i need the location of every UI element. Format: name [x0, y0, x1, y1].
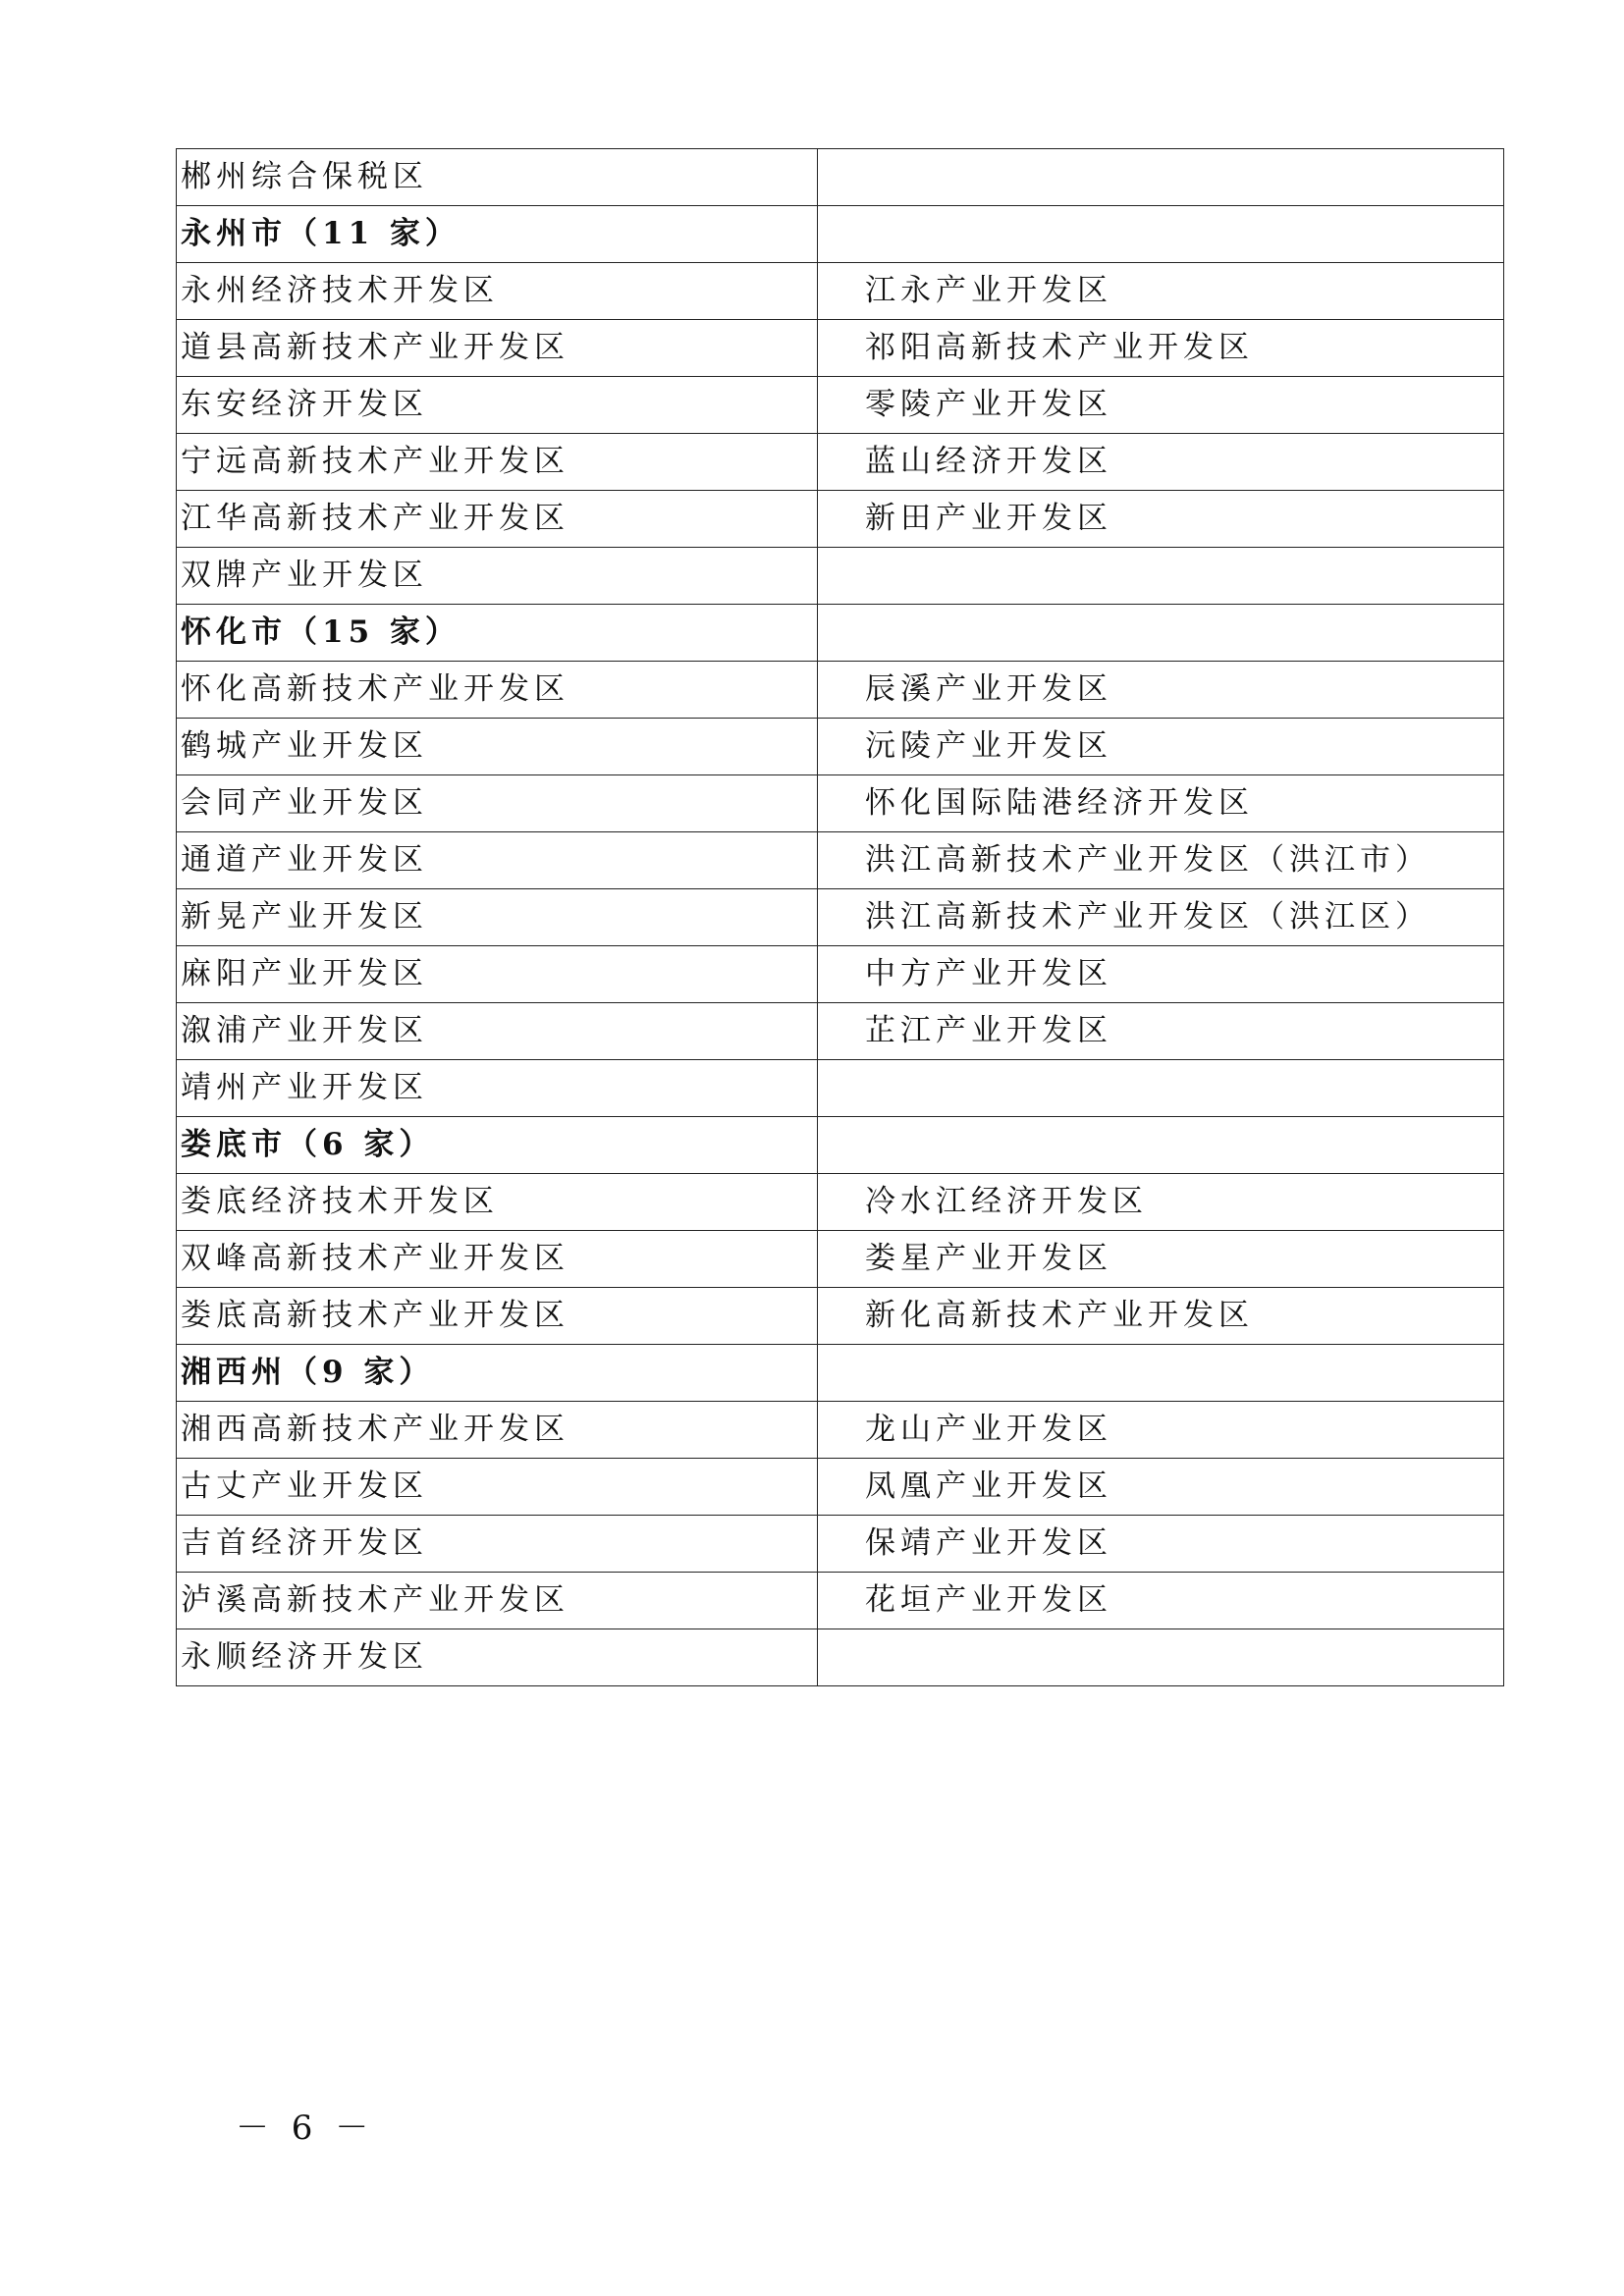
- zone-name-cell-right: 零陵产业开发区: [818, 377, 1504, 434]
- zone-name-cell-left: 古丈产业开发区: [177, 1459, 818, 1516]
- table-row: [177, 1231, 1504, 1288]
- zone-name-cell-right: 花垣产业开发区: [818, 1573, 1504, 1629]
- zone-name-cell-right: [818, 605, 1504, 662]
- zone-name-cell-left: 吉首经济开发区: [177, 1516, 818, 1573]
- table-row: [177, 263, 1504, 320]
- table-row: [177, 889, 1504, 946]
- section-title-cell: 永州市（11 家）: [177, 206, 818, 263]
- page-number: － 6 －: [236, 2109, 375, 2148]
- table-row: [177, 946, 1504, 1003]
- zone-name-cell-left: 江华高新技术产业开发区: [177, 491, 818, 548]
- zone-name-cell-right: 娄星产业开发区: [818, 1231, 1504, 1288]
- zone-name-cell-left: 新晃产业开发区: [177, 889, 818, 946]
- zone-name-cell-left: 东安经济开发区: [177, 377, 818, 434]
- zone-name-cell-left: 双牌产业开发区: [177, 548, 818, 605]
- zone-name-cell-left: 溆浦产业开发区: [177, 1003, 818, 1060]
- table-row: [177, 548, 1504, 605]
- zone-name-cell-right: 新田产业开发区: [818, 491, 1504, 548]
- zone-name-cell-left: 宁远高新技术产业开发区: [177, 434, 818, 491]
- section-title-cell: 怀化市（15 家）: [177, 605, 818, 662]
- table-row: [177, 320, 1504, 377]
- zone-name-cell-right: [818, 1060, 1504, 1117]
- zone-name-cell-left: 郴州综合保税区: [177, 149, 818, 206]
- zone-name-cell-left: 鹤城产业开发区: [177, 719, 818, 775]
- table-row: [177, 1174, 1504, 1231]
- table-row: [177, 1459, 1504, 1516]
- zone-name-cell-left: 泸溪高新技术产业开发区: [177, 1573, 818, 1629]
- table-row: [177, 1060, 1504, 1117]
- zone-name-cell-left: 麻阳产业开发区: [177, 946, 818, 1003]
- table-row: [177, 377, 1504, 434]
- zone-name-cell-left: 双峰高新技术产业开发区: [177, 1231, 818, 1288]
- section-header-row: [177, 206, 1504, 263]
- table-row: [177, 832, 1504, 889]
- table-row: [177, 434, 1504, 491]
- zone-name-cell-right: 芷江产业开发区: [818, 1003, 1504, 1060]
- zone-name-cell-right: [818, 149, 1504, 206]
- section-header-row: [177, 1117, 1504, 1174]
- zone-name-cell-right: 冷水江经济开发区: [818, 1174, 1504, 1231]
- zone-name-cell-right: 江永产业开发区: [818, 263, 1504, 320]
- table-row: [177, 1402, 1504, 1459]
- table-row: [177, 1288, 1504, 1345]
- zone-name-cell-right: [818, 548, 1504, 605]
- zone-name-cell-left: 娄底经济技术开发区: [177, 1174, 818, 1231]
- zone-name-cell-right: 沅陵产业开发区: [818, 719, 1504, 775]
- zone-name-cell-left: 怀化高新技术产业开发区: [177, 662, 818, 719]
- zone-name-cell-right: [818, 206, 1504, 263]
- zone-name-cell-left: 靖州产业开发区: [177, 1060, 818, 1117]
- section-title-cell: 湘西州（9 家）: [177, 1345, 818, 1402]
- table-row: [177, 491, 1504, 548]
- zone-name-cell-right: 洪江高新技术产业开发区（洪江市）: [818, 832, 1504, 889]
- zone-name-cell-left: 会同产业开发区: [177, 775, 818, 832]
- table-row: [177, 719, 1504, 775]
- zone-name-cell-right: 洪江高新技术产业开发区（洪江区）: [818, 889, 1504, 946]
- zone-name-cell-right: 怀化国际陆港经济开发区: [818, 775, 1504, 832]
- table-body: [177, 149, 1504, 1686]
- table-row: [177, 1516, 1504, 1573]
- zone-name-cell-right: 辰溪产业开发区: [818, 662, 1504, 719]
- zone-name-cell-right: 蓝山经济开发区: [818, 434, 1504, 491]
- section-header-row: [177, 605, 1504, 662]
- zone-name-cell-right: 保靖产业开发区: [818, 1516, 1504, 1573]
- zone-name-cell-right: 祁阳高新技术产业开发区: [818, 320, 1504, 377]
- table-row: [177, 1573, 1504, 1629]
- zone-name-cell-left: 永州经济技术开发区: [177, 263, 818, 320]
- zone-name-cell-right: 中方产业开发区: [818, 946, 1504, 1003]
- zone-name-cell-right: 龙山产业开发区: [818, 1402, 1504, 1459]
- zone-name-cell-left: 永顺经济开发区: [177, 1629, 818, 1686]
- table-row: [177, 1629, 1504, 1686]
- zone-name-cell-left: 湘西高新技术产业开发区: [177, 1402, 818, 1459]
- section-header-row: [177, 1345, 1504, 1402]
- zone-name-cell-left: 娄底高新技术产业开发区: [177, 1288, 818, 1345]
- table-row: [177, 662, 1504, 719]
- zone-name-cell-right: 凤凰产业开发区: [818, 1459, 1504, 1516]
- table-row: [177, 775, 1504, 832]
- section-title-cell: 娄底市（6 家）: [177, 1117, 818, 1174]
- table-row: [177, 1003, 1504, 1060]
- zone-name-cell-left: 道县高新技术产业开发区: [177, 320, 818, 377]
- zone-name-cell-right: [818, 1345, 1504, 1402]
- table-row: [177, 149, 1504, 206]
- zone-name-cell-right: [818, 1629, 1504, 1686]
- zone-name-cell-right: 新化高新技术产业开发区: [818, 1288, 1504, 1345]
- development-zone-table: [176, 148, 1504, 1686]
- zone-name-cell-right: [818, 1117, 1504, 1174]
- zone-name-cell-left: 通道产业开发区: [177, 832, 818, 889]
